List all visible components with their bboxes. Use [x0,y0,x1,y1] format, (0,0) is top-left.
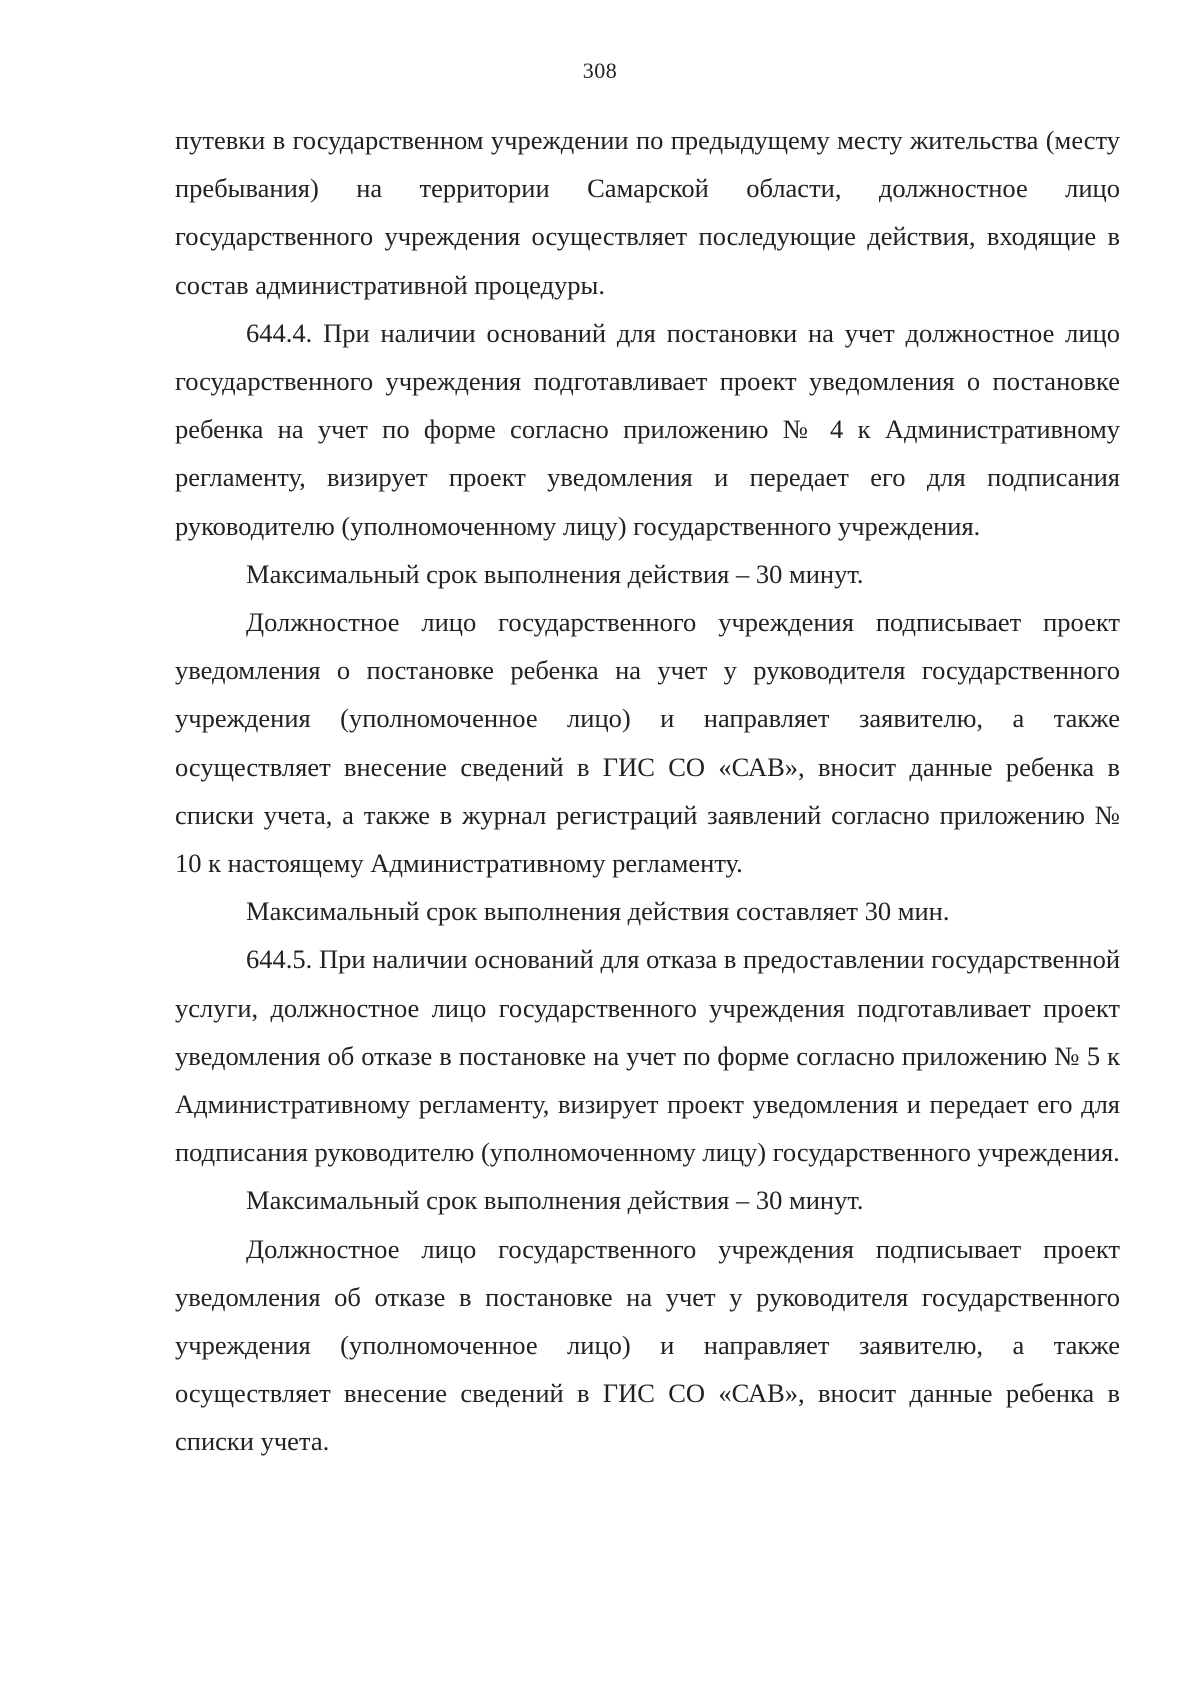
paragraph-signing-registration: Должностное лицо государственного учреждения подписывает проект уведомления о постановке ребенка на учет у руководителя государственного учреждения (уполномоченное лицо) и направляет заявителю, а также осуществляет внесение сведений в ГИС СО «САВ», вносит данные ребенка в списки учета, а также в журнал регистраций заявлений согласно приложению № 10 к настоящему Административному регламенту. [175,607,1120,879]
paragraph-signing-refusal: Должностное лицо государственного учреждения подписывает проект уведомления об отказе в постановке на учет у руководителя государственного учреждения (уполномоченное лицо) и направляет заявителю, а также осуществляет внесение сведений в ГИС СО «САВ», вносит данные ребенка в списки учета. [175,1233,1120,1457]
paragraph-644-5: 644.5. При наличии оснований для отказа в предоставлении государственной услуги, должностное лицо государственного учреждения подготавливает проект уведомления об отказе в постановке на учет по форме согласно приложению № 5 к Административному регламенту, визирует проект уведомления и передает его для подписания руководителю (уполномоченному лицу) государственного учреждения. [175,944,1120,1168]
page-number: 308 [582,58,618,83]
paragraph-644-4: 644.4. При наличии оснований для постановки на учет должностное лицо государственного учреждения подготавливает проект уведомления о постановке ребенка на учет по форме согласно приложению № 4 к Административному регламенту, визирует проект уведомления и передает его для подписания руководителю (уполномоченному лицу) государственного учреждения. [175,317,1120,541]
document-body [175,116,1120,1466]
paragraph-max-time-3: Максимальный срок выполнения действия – 30 минут. [246,1185,864,1216]
paragraph-continuation: путевки в государственном учреждении по предыдущему месту жительства (месту пребывания) на территории Самарской области, должностное лицо государственного учреждения осуществляет последующие действия, входящие в состав административной процедуры. [175,125,1120,300]
paragraph-max-time-1: Максимальный срок выполнения действия – 30 минут. [246,558,864,589]
paragraph-max-time-2: Максимальный срок выполнения действия составляет 30 мин. [246,896,950,927]
